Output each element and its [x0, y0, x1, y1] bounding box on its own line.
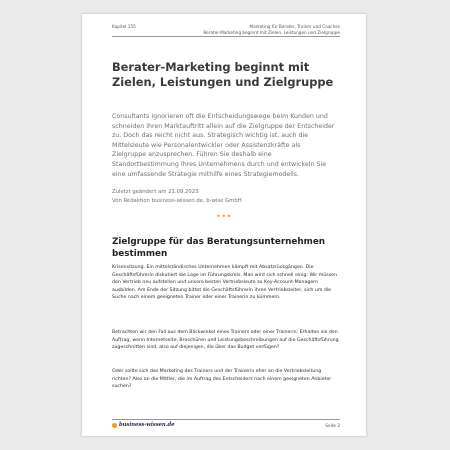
- article-meta: [112, 188, 242, 205]
- section-separator: •••: [216, 212, 232, 221]
- document-page: [82, 14, 366, 436]
- running-title: [203, 24, 340, 35]
- paragraph: Oder sollte sich das Marketing des Trainers und der Trainerin eher an die Vertriebsleitung richten? Also an die Mittler, die im Auftrag des Entscheiders nach einem geeigneten Anbieter suchen?: [112, 369, 332, 390]
- author-line: Von Redaktion business-wissen.de, b-wise GmbH: [112, 197, 242, 204]
- page-number: Seite 2: [325, 423, 340, 428]
- article-title: Berater-Marketing beginnt mit Zielen, Leistungen und Zielgruppe: [112, 60, 334, 89]
- running-title-line-1: Marketing für Berater, Trainer und Coaches: [249, 24, 340, 29]
- chapter-label: Kapitel 155: [112, 24, 136, 29]
- paragraph: Betrachten wir den Fall aus dem Blickwinkel eines Trainers oder einer Trainerin: Erhalten sie den Auftrag, wenn Internetseite, Broschüren und Leistungsbeschreibungen auf die Geschäftsführung zugeschnitten sind, also auf diejenigen, die über das Budget verfügen?: [112, 330, 339, 351]
- article-lead: Consultants ignorieren oft die Entscheidungswege beim Kunden und schneiden ihren Marktauftritt allein auf die Zielgruppe der Entscheider zu. Doch das reicht nicht aus. Strategisch wichtig ist, auch die Mittelsleute wie Personalentwickler oder Assistenzkräfte als Zielgruppe anzusprechen. Führen Sie deshalb eine Standortbestimmung Ihres Unternehmens durch und entwickeln Sie eine umfassende Strategie mithilfe eines Strategiemodells.: [112, 113, 335, 178]
- last-updated: Zuletzt geändert am 21.09.2023: [112, 189, 199, 195]
- header-divider: [112, 36, 340, 37]
- brand-logo: [112, 422, 174, 428]
- section-title: Zielgruppe für das Beratungsunternehmen bestimmen: [112, 237, 326, 259]
- running-title-line-2: Berater-Marketing beginnt mit Zielen, Leistungen und Zielgruppe: [203, 29, 340, 35]
- paragraph: Krisensitzung. Ein mittelständisches Unternehmen kämpft mit Absatzrückgängen. Die Geschäftsführerin diskutiert die Lage im Führungskreis. Man wird sich schnell einig: Wir müssen den Vertrieb neu aufstellen und unsere besten Vertriebsleute zu Key-Account-Managern ausbilden. Am Ende der Sitzung bittet die Geschäftsführerin ihren Vertriebsleiter, sich um die Suche nach einem geeigneten Trainer oder einer Trainerin zu kümmern.: [112, 265, 337, 301]
- logo-dot-icon: [112, 423, 117, 428]
- logo-text: business-wissen.de: [119, 422, 175, 428]
- footer-divider: [112, 419, 340, 420]
